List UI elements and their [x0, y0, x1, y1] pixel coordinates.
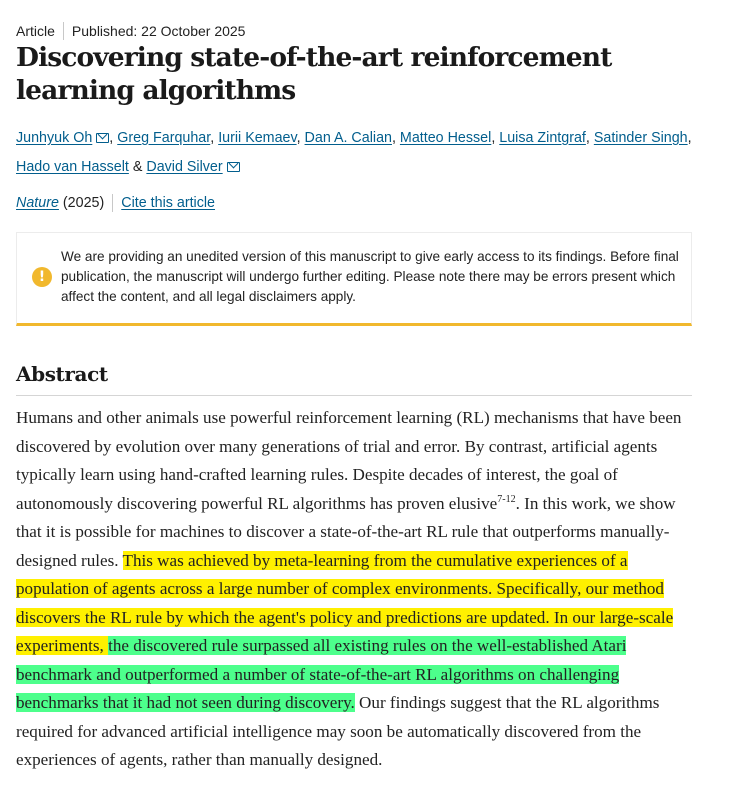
published-date: Published: 22 October 2025	[71, 23, 246, 39]
cite-article-link[interactable]: Cite this article	[121, 195, 216, 211]
article-title: Discovering state-of-the-art reinforcement learning algorithms	[16, 42, 612, 106]
author-link-silver[interactable]: David Silver	[146, 158, 223, 175]
article-type: Article	[16, 23, 55, 39]
abstract-part-3: Our findings suggest that the RL algorithms required for advanced artificial intelligence may soon be automatically discovered from the experiences of agents, rather than manually designed.	[16, 693, 660, 769]
author-link-kemaev[interactable]: Iurii Kemaev	[218, 130, 297, 146]
mail-icon[interactable]	[96, 133, 109, 143]
journal-line	[16, 194, 215, 212]
author-link-hessel[interactable]: Matteo Hessel	[399, 130, 492, 146]
authors-ampersand: &	[132, 158, 143, 175]
notice-text: We are providing an unedited version of this manuscript to give early access to its findings. Before final publication, the manuscript will undergo further editing. Please note there may be errors present which affect the content, and all legal disclaimers apply.	[61, 249, 679, 304]
abstract-part-1: Humans and other animals use powerful reinforcement learning (RL) mechanisms that have been discovered by evolution over many generations of trial and error. By contrast, artificial agents typically learn using hand-crafted learning rules. Despite decades of interest, the goal of autonomously discovering powerful RL algorithms has proven elusive	[16, 408, 682, 513]
journal-year: (2025)	[62, 195, 105, 211]
divider	[63, 22, 64, 40]
author-link-farquhar[interactable]: Greg Farquhar	[117, 130, 211, 146]
exclamation-icon: !	[32, 267, 52, 287]
abstract-part-2: . In this work, we show that it is possible for machines to discover a state-of-the-art RL rule that outperforms manually-designed rules.	[16, 493, 676, 570]
author-link-calian[interactable]: Dan A. Calian	[304, 130, 392, 146]
abstract-divider	[16, 395, 692, 396]
author-link-oh[interactable]: Junhyuk Oh	[16, 130, 93, 146]
author-list: Junhyuk Oh , Greg Farquhar, Iurii Kemaev, Dan A. Calian, Matteo Hessel, Luisa Zintgraf, Satinder Singh, Hado van Hasselt & David Silver	[16, 130, 692, 175]
abstract-heading: Abstract	[16, 362, 108, 386]
divider	[112, 194, 113, 212]
abstract-text	[16, 404, 697, 775]
author-link-van-hasselt[interactable]: Hado van Hasselt	[16, 158, 129, 175]
highlight-yellow: This was achieved by meta-learning from the cumulative experiences of a population of agents across a large number of complex environments. Specifically, our method discovers the RL rule by which the agent's policy and predictions are updated. In our large-scale experiments,	[16, 550, 674, 655]
author-link-singh[interactable]: Satinder Singh	[593, 130, 688, 146]
unedited-manuscript-notice	[16, 232, 692, 326]
article-meta	[16, 22, 245, 40]
mail-icon[interactable]	[227, 162, 240, 172]
author-link-zintgraf[interactable]: Luisa Zintgraf	[499, 130, 586, 146]
journal-link[interactable]: Nature	[16, 195, 59, 211]
highlight-green: the discovered rule surpassed all existing rules on the well-established Atari benchmark and outperformed a number of state-of-the-art RL algorithms on challenging benchmarks that it had not seen during discovery.	[16, 636, 627, 712]
reference-citation[interactable]: 7-12	[497, 493, 516, 505]
